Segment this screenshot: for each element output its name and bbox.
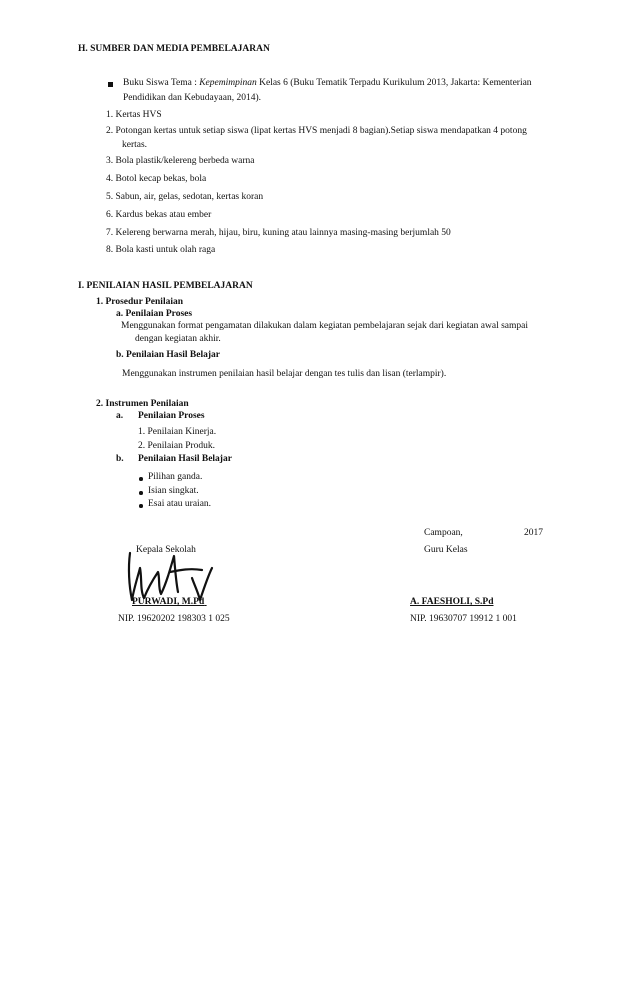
- book-reference-line2: Pendidikan dan Kebudayaan, 2014).: [123, 93, 261, 103]
- section-h-title: H. SUMBER DAN MEDIA PEMBELAJARAN: [78, 44, 270, 54]
- year-text: 2017: [524, 528, 543, 538]
- paragraph-line: Menggunakan format pengamatan dilakukan dalam kegiatan pembelajaran sejak dari kegiatan awal sampai: [121, 321, 529, 331]
- list-item: 4. Botol kecap bekas, bola: [106, 174, 207, 184]
- list-item: 1. Penilaian Kinerja.: [138, 427, 217, 437]
- right-name: A. FAESHOLI, S.Pd: [410, 597, 494, 607]
- place-text: Campoan,: [424, 528, 463, 538]
- paragraph-line: dengan kegiatan akhir.: [135, 334, 221, 344]
- instrumen-proses-heading: Penilaian Proses: [138, 411, 205, 421]
- left-name: PURWADI, M.Pd: [132, 597, 205, 607]
- right-nip: NIP. 19630707 19912 1 001: [410, 614, 517, 624]
- paragraph-line: Menggunakan instrumen penilaian hasil belajar dengan tes tulis dan lisan (terlampir).: [122, 369, 447, 379]
- section-i-title: I. PENILAIAN HASIL PEMBELAJARAN: [78, 281, 253, 291]
- bullet-icon: [139, 504, 143, 508]
- instrumen-hasil-heading: Penilaian Hasil Belajar: [138, 454, 232, 464]
- list-item: 1. Kertas HVS: [106, 110, 162, 120]
- list-item: Isian singkat.: [148, 486, 199, 496]
- square-bullet-icon: [108, 82, 113, 87]
- sub-label: b.: [116, 454, 124, 464]
- list-item: 3. Bola plastik/kelereng berbeda warna: [106, 156, 255, 166]
- bullet-icon: [139, 477, 143, 481]
- left-nip: NIP. 19620202 198303 1 025: [118, 614, 230, 624]
- penilaian-hasil-heading: b. Penilaian Hasil Belajar: [116, 350, 220, 360]
- right-role: Guru Kelas: [424, 545, 468, 555]
- bullet-icon: [139, 491, 143, 495]
- instrumen-heading: 2. Instrumen Penilaian: [96, 399, 189, 409]
- list-item: Esai atau uraian.: [148, 499, 212, 509]
- penilaian-proses-heading: a. Penilaian Proses: [116, 309, 193, 319]
- list-item: 7. Kelereng berwarna merah, hijau, biru, kuning atau lainnya masing-masing berjumlah 50: [106, 228, 451, 238]
- list-item: 2. Penilaian Produk.: [138, 441, 216, 451]
- left-role: Kepala Sekolah: [136, 545, 196, 555]
- list-item: 8. Bola kasti untuk olah raga: [106, 245, 216, 255]
- prosedur-heading: 1. Prosedur Penilaian: [96, 297, 184, 307]
- list-item: 2. Potongan kertas untuk setiap siswa (lipat kertas HVS menjadi 8 bagian).Setiap siswa mendapatkan 4 potong: [106, 126, 527, 136]
- list-item: 5. Sabun, air, gelas, sedotan, kertas koran: [106, 192, 264, 202]
- list-item-continuation: kertas.: [122, 140, 148, 150]
- sub-label: a.: [116, 411, 124, 421]
- list-item: 6. Kardus bekas atau ember: [106, 210, 212, 220]
- list-item: Pilihan ganda.: [148, 472, 203, 482]
- book-reference-line1: Buku Siswa Tema : Kepemimpinan Kelas 6 (Buku Tematik Terpadu Kurikulum 2013, Jakarta: Kementerian: [123, 78, 532, 88]
